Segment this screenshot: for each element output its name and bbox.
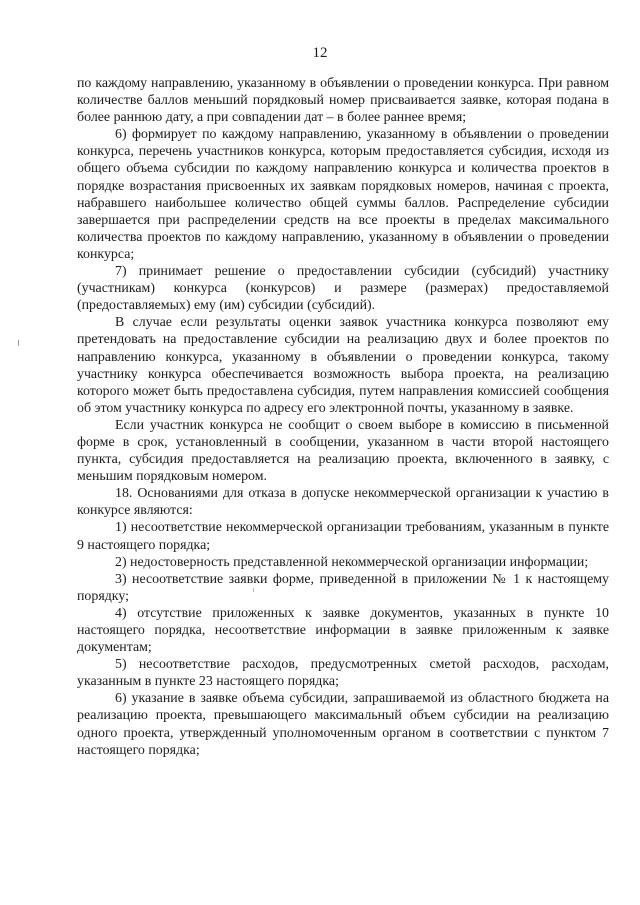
paragraph-ground-3: 3) несоответствие заявки форме, приведенной в приложении № 1 к настоящему порядку; (77, 571, 609, 604)
page-number: 12 (312, 45, 328, 61)
paragraph-continuation: по каждому направлению, указанному в объявлении о проведении конкурса. При равном количестве баллов меньший порядковый номер присваивается заявке, которая подана в более раннюю дату, а при совпадении дат – в более раннее время; (77, 76, 609, 126)
paragraph-ground-4: 4) отсутствие приложенных к заявке документов, указанных в пункте 10 настоящего порядка, несоответствие информации в заявке приложенным к заявке документам; (77, 605, 609, 656)
scan-mark (18, 340, 19, 346)
paragraph-no-reply: Если участник конкурса не сообщит о своем выборе в комиссию в письменной форме в срок, установленный в сообщении, указанном в части второй настоящего пункта, субсидия предоставляется на реализацию проекта, включенного в заявку, с меньшим порядковым номером. (77, 417, 609, 485)
paragraph-ground-2: 2) недостоверность представленной некоммерческой организации информации; (115, 554, 589, 570)
document-body (77, 75, 609, 759)
paragraph-ground-5: 5) несоответствие расходов, предусмотренных сметой расходов, расходам, указанным в пункте 23 настоящего порядка; (77, 657, 609, 690)
paragraph-item-6: 6) формирует по каждому направлению, указанному в объявлении о проведении конкурса, перечень участников конкурса, которым предоставляется субсидия, исходя из общего объема субсидии по каждому направлению конкурса и количества проектов в порядке возрастания присвоенных их заявкам порядковых номеров, начиная с проекта, набравшего наибольшее количество общей суммы баллов. Распределение субсидии завершается при распределении средств на все проекты в пределах максимального количества проектов по каждому направлению, указанному в объявлении о проведении конкурса; (77, 127, 609, 262)
paragraph-item-7: 7) принимает решение о предоставлении субсидии (субсидий) участнику (участникам) конкурса (конкурсов) и размере (размерах) предоставляемой (предоставляемых) ему (им) субсидии (субсидий). (77, 264, 609, 314)
paragraph-section-18: 18. Основаниями для отказа в допуске некоммерческой организации к участию в конкурсе являются: (77, 486, 609, 519)
paragraph-project-choice: В случае если результаты оценки заявок участника конкурса позволяют ему претендовать на предоставление субсидии на реализацию двух и более проектов по направлению конкурса, указанному в объявлении о проведении конкурса, такому участнику конкурса обеспечивается возможность выбора проекта, на реализацию которого может быть предоставлена субсидия, путем направления комиссией сообщения об этом участнику конкурса по адресу его электронной почты, указанному в заявке. (77, 315, 609, 416)
paragraph-ground-6: 6) указание в заявке объема субсидии, запрашиваемой из областного бюджета на реализацию проекта, превышающего максимальный объем субсидии на реализацию одного проекта, утвержденный уполномоченным органом в соответствии с пунктом 7 настоящего порядка; (77, 691, 609, 758)
paragraph-ground-1: 1) несоответствие некоммерческой организации требованиям, указанным в пункте 9 настоящего порядка; (77, 520, 609, 553)
